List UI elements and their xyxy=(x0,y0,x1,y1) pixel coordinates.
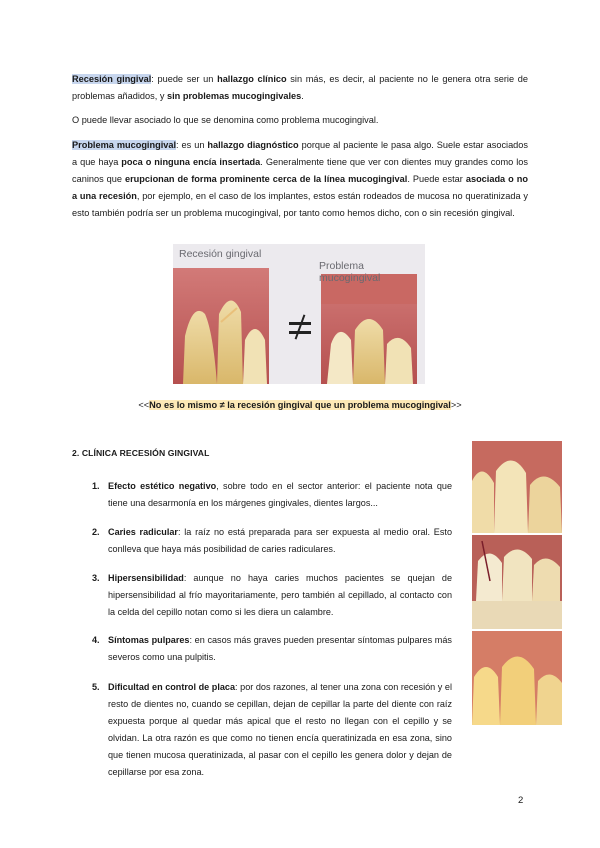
page-number: 2 xyxy=(518,795,524,806)
list-item: 3. Hipersensibilidad: aunque no haya caries muchos pacientes se quejan de hipersensibilidad al frío mayoritariamente, pero también al cepillado, al contacto con la celda del cepillo notan como si les diera un calambre. xyxy=(92,573,452,617)
label-problema-mucogingival: Problema mucogingival xyxy=(319,260,381,284)
figure-caption: <<No es lo mismo ≠ la recesión gingival que un problema mucogingival>> xyxy=(138,400,462,410)
term-recesion-gingival: Recesión gingival xyxy=(72,74,152,84)
list-item: 5. Dificultad en control de placa: por dos razones, al tener una zona con recesión y el resto de dientes no, cuando se cepillan, dejan de cepillar la parte del diente con raíz expuesta porque al quedar más apical que el resto no llegan con el cepillo y se olvidan. La otra razón es que como no tienen encía queratinizada en esa zona, sino que tienen mucosa queratinizada, al pasar con el cepillo les genera dolor y dejan de cepillarse por esa zona. xyxy=(92,682,452,777)
caption-highlight: No es lo mismo ≠ la recesión gingival que un problema mucogingival xyxy=(149,400,451,410)
list-item: 1. Efecto estético negativo, sobre todo en el sector anterior: el paciente nota que tiene una desarmonía en los márgenes gingivales, dientes largos... xyxy=(92,481,453,508)
clinical-photos xyxy=(472,441,562,725)
paragraph-problema-mucogingival: Problema mucogingival: es un hallazgo diagnóstico porque al paciente le pasa algo. Suele estar asociados a que haya poca o ninguna encía insertada. Generalmente tiene que ver con dientes muy grandes como los caninos que erupcionan de forma prominente cerca de la línea mucogingival. Puede estar asociada o no a una recesión, por ejemplo, en el caso de los implantes, estos están rodeados de mucosa no queratinizada y esto también podría ser un problema mucogingival, por tanto como hemos dicho, con o sin recesión gingival. xyxy=(72,140,528,218)
section-title: 2. CLÍNICA RECESIÓN GINGIVAL xyxy=(72,448,210,458)
comparison-photo xyxy=(173,244,425,384)
paragraph-asociado: O puede llevar asociado lo que se denomina como problema mucogingival. xyxy=(72,115,379,125)
term-problema-mucogingival: Problema mucogingival xyxy=(72,140,177,150)
list-item: 4. Síntomas pulpares: en casos más graves pueden presentar síntomas pulpares más severos como una pulpitis. xyxy=(92,635,452,662)
list-item: 2. Caries radicular: la raíz no está preparada para ser expuesta al medio oral. Esto conlleva que haya más posibilidad de caries radiculares. xyxy=(92,527,452,554)
teeth-illustration xyxy=(472,441,562,725)
label-recesion-gingival: Recesión gingival xyxy=(179,248,262,260)
paragraph-recesion-gingival: Recesión gingival: puede ser un hallazgo clínico sin más, es decir, al paciente no le genera otra serie de problemas añadidos, y sin problemas mucogingivales. xyxy=(72,74,528,101)
